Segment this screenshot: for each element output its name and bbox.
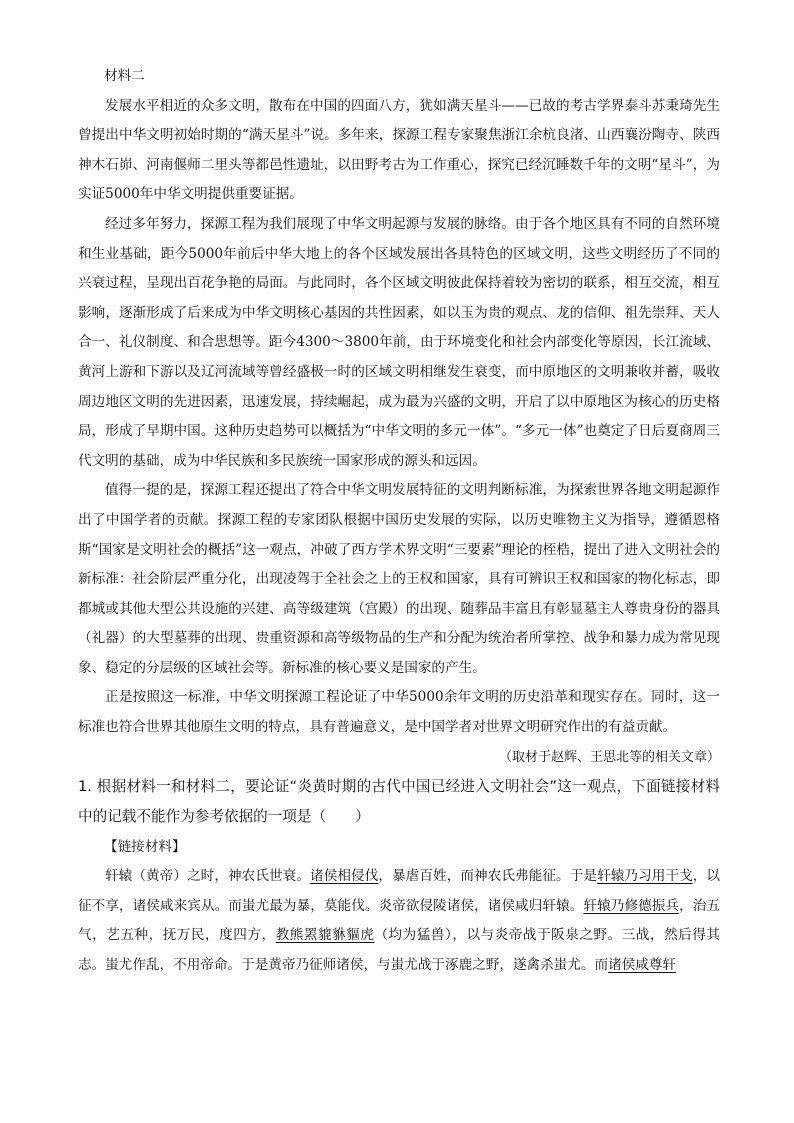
underlined-phrase-5: 诸侯咸尊轩 bbox=[608, 957, 677, 974]
material-paragraph-3: 值得一提的是，探源工程还提出了符合中华文明发展特征的文明判断标准，为探索世界各地文明起源作出了中国学者的贡献。探源工程的专家团队根据中国历史发展的实际，以历史唯物主义为指导，遵循恩格斯“国家是文明社会的概括”这一观点，冲破了西方学术界文明“三要素”理论的桎梏，提出了进入文明社会的新标准：社会阶层严重分化，出现凌驾于全社会之上的王权和国家，具有可辨识王权和国家的物化标志，即都城或其他大型公共设施的兴建、高等级建筑（宫殿）的出现、随葬品丰富且有彰显墓主人尊贵身份的器具（礼器）的大型墓葬的出现、贵重资源和高等级物品的生产和分配为统治者所掌控、战争和暴力成为常见现象、稳定的分层级的区域社会等。新标准的核心要义是国家的产生。 bbox=[78, 482, 720, 676]
linked-text-segment: ，治五气，艺五种，抚万民，度四方， bbox=[78, 897, 721, 944]
linked-material-title: 【链接材料】 bbox=[104, 839, 186, 856]
underlined-phrase-2: 轩辕乃习用干戈 bbox=[597, 868, 693, 885]
material-heading: 材料二 bbox=[104, 68, 145, 84]
document-content bbox=[78, 62, 720, 981]
underlined-phrase-1: 诸侯相侵伐 bbox=[310, 868, 379, 885]
material-source-citation: （取材于赵辉、王思北等的相关文章） bbox=[498, 749, 720, 765]
linked-text-segment: （均为猛兽），以与炎帝战于阪泉之野。三战，然后得其志。蚩尤作乱，不用帝命。于是黄帝乃征师诸侯，与蚩尤战于涿鹿之野，遂禽杀蚩尤。而 bbox=[78, 927, 721, 974]
linked-text-segment: ，暴虐百姓，而神农氏弗能征。于是 bbox=[378, 868, 598, 885]
material-paragraph-2: 经过多年努力，探源工程为我们展现了中华文明起源与发展的脉络。由于各个地区具有不同的自然环境和生业基础，距今5000年前后中华大地上的各个区域发展出各具特色的区域文明，这些文明经历了不同的兴衰过程，呈现出百花争艳的局面。与此同时，各个区域文明彼此保持着较为密切的联系，相互交流，相互影响，逐渐形成了后来成为中华文明核心基因的共性因素，如以玉为贵的观点、龙的信仰、祖先崇拜、天人合一、礼仪制度、和合思想等。距今4300～3800年前，由于环境变化和社会内部变化等原因，长江流域、黄河上游和下游以及辽河流域等曾经盛极一时的区域文明相继发生衰变，而中原地区的文明兼收并蓄，吸收周边地区文明的先进因素，迅速发展，持续崛起，成为最为兴盛的文明，开启了以中原地区为核心的历史格局，形成了早期中国。这种历史趋势可以概括为“中华文明的多元一体”。“多元一体”也奠定了日后夏商周三代文明的基础，成为中华民族和多民族统一国家形成的源头和远因。 bbox=[78, 215, 720, 469]
linked-text-segment: ，以征不享，诸侯咸来宾从。而蚩尤最为暴，莫能伐。炎帝欲侵陵诸侯，诸侯咸归轩辕。 bbox=[78, 868, 721, 914]
linked-text-segment: 轩辕（黄帝）之时，神农氏世衰。 bbox=[105, 868, 311, 885]
underlined-phrase-3: 轩辕乃修德振兵 bbox=[583, 897, 680, 914]
material-paragraph-1: 发展水平相近的众多文明，散布在中国的四面八方，犹如满天星斗——已故的考古学界泰斗苏秉琦先生曾提出中华文明初始时期的“满天星斗”说。多年来，探源工程专家聚焦浙江余杭良渚、山西襄汾陶寺、陕西神木石峁、河南偃师二里头等都邑性遗址，以田野考古为工作重心，探究已经沉睡数千年的文明“星斗”，为实证5000年中华文明提供重要证据。 bbox=[78, 97, 720, 203]
linked-material-text bbox=[78, 862, 720, 980]
underlined-phrase-4: 教熊罴貔貅貙虎 bbox=[275, 927, 375, 944]
material-paragraph-4: 正是按照这一标准，中华文明探源工程论证了中华5000余年文明的历史沿革和现实存在。同时，这一标准也符合世界其他原生文明的特点，具有普遍意义，是中国学者对世界文明研究作出的有益贡献。 bbox=[78, 689, 720, 736]
question-1-stem: 1. 根据材料一和材料二，要论证“炎黄时期的古代中国已经进入文明社会”这一观点，下面链接材料中的记载不能作为参考依据的一项是（ ） bbox=[78, 778, 720, 826]
